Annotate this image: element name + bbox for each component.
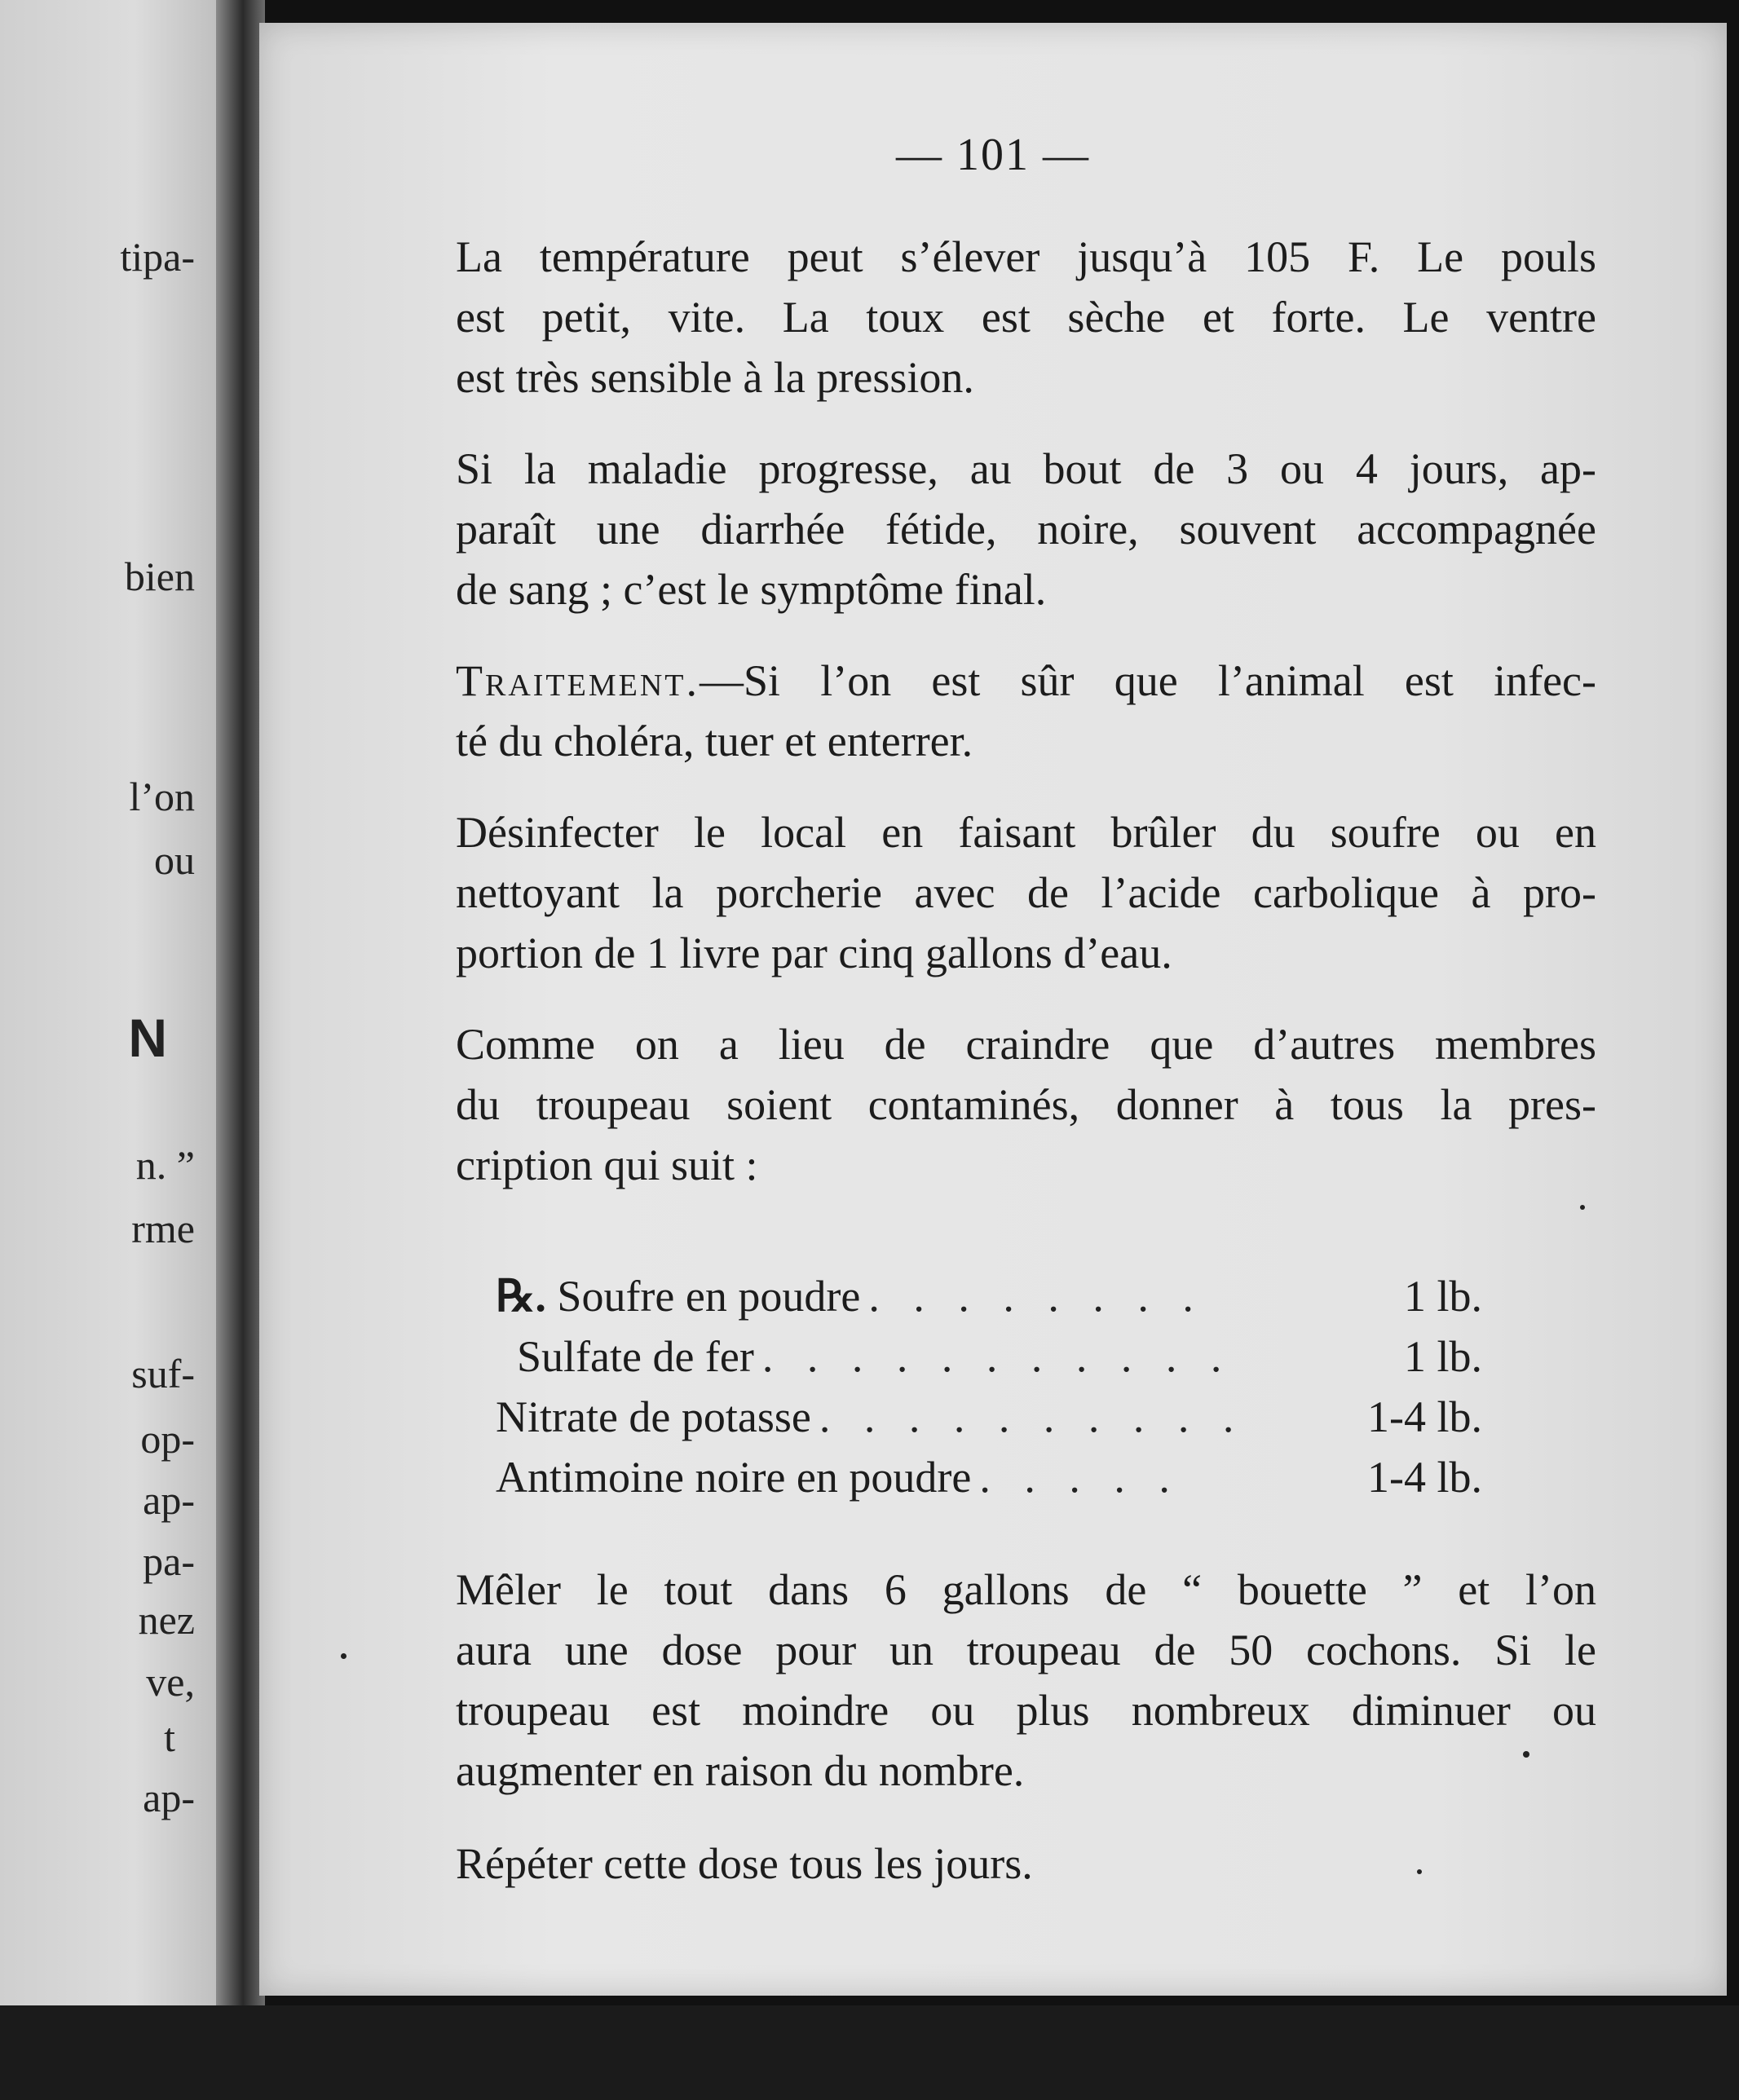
- page-number: — 101 —: [896, 130, 1090, 180]
- left-fragment: n. ”: [135, 1142, 195, 1188]
- text-line: portion de 1 livre par cinq gallons d’eau.: [456, 929, 1172, 977]
- left-fragment: op-: [140, 1416, 195, 1462]
- book-page: [259, 23, 1727, 1996]
- left-fragment: t: [164, 1714, 175, 1760]
- text-line: té du choléra, tuer et enterrer.: [456, 717, 973, 765]
- recipe-symbol: ℞.: [496, 1272, 546, 1321]
- scan-bottom-edge: [0, 2005, 1739, 2100]
- prescription-row: [496, 1326, 1482, 1387]
- item-quantity: 1-4 lb.: [1367, 1453, 1482, 1502]
- prescription-table: [496, 1266, 1482, 1507]
- text-line: cription qui suit :: [456, 1140, 758, 1189]
- scan-speck: [341, 1653, 346, 1659]
- text-line: Si la maladie progresse, au bout de 3 ou 4 jours, ap-: [456, 444, 1596, 493]
- item-name: Soufre en poudre: [557, 1272, 861, 1321]
- left-fragment: ou: [154, 837, 195, 883]
- left-fragment: ap-: [143, 1477, 195, 1523]
- scan-speck: [1417, 1869, 1422, 1874]
- item-quantity: 1 lb.: [1403, 1332, 1482, 1381]
- item-name: Antimoine noire en poudre: [496, 1453, 972, 1502]
- prescription-item: [496, 1266, 860, 1326]
- prescription-row: [496, 1387, 1482, 1447]
- item-name: Sulfate de fer: [517, 1332, 754, 1381]
- paragraph: [402, 802, 1596, 983]
- text-line: nettoyant la porcherie avec de l’acide carbolique à pro-: [456, 868, 1596, 917]
- left-fragment: rme: [131, 1206, 195, 1251]
- binding-gutter: [216, 0, 265, 2038]
- text-line: Comme on a lieu de craindre que d’autres membres: [456, 1020, 1596, 1069]
- text-line: La température peut s’élever jusqu’à 105 F. Le pouls: [456, 232, 1596, 281]
- left-fragment: ap-: [143, 1775, 195, 1820]
- scan-speck: [1523, 1751, 1529, 1758]
- paragraph: [402, 227, 1596, 408]
- text-line: de sang ; c’est le symptôme final.: [456, 565, 1047, 614]
- section-heading: Traitement.: [456, 656, 700, 705]
- text-line: paraît une diarrhée fétide, noire, souvent accompagnée: [456, 505, 1596, 554]
- body-text: [402, 227, 1596, 1195]
- text-line: est petit, vite. La toux est sèche et forte. Le ventre: [456, 293, 1596, 342]
- text-line: Mêler le tout dans 6 gallons de “ bouette ” et l’on: [456, 1565, 1596, 1614]
- paragraph: [402, 1014, 1596, 1195]
- leader-dots: . . . . . . . . . .: [819, 1392, 1246, 1441]
- leader-dots: . . . . . . . .: [868, 1272, 1205, 1321]
- scan-speck: [1580, 1205, 1585, 1210]
- leader-dots: . . . . .: [979, 1453, 1181, 1502]
- text-line: troupeau est moindre ou plus nombreux diminuer ou: [456, 1686, 1596, 1735]
- item-name: Nitrate de potasse: [496, 1392, 811, 1441]
- left-fragment: l’on: [129, 774, 195, 819]
- item-quantity: 1 lb.: [1403, 1272, 1482, 1321]
- left-fragment: bien: [124, 554, 195, 599]
- text-fragment: —Si l’on est sûr que l’animal est infec-: [700, 656, 1596, 705]
- text-line: Désinfecter le local en faisant brûler du soufre ou en: [456, 808, 1596, 857]
- text-line: [402, 651, 1596, 711]
- left-fragment: pa-: [143, 1538, 195, 1584]
- left-fragment-heading: N: [128, 1008, 167, 1068]
- prescription-row: [496, 1447, 1482, 1507]
- left-fragment: tipa-: [120, 234, 195, 280]
- body-text-after: [402, 1560, 1596, 1894]
- prescription-row: [496, 1266, 1482, 1326]
- text-line: aura une dose pour un troupeau de 50 cochons. Si le: [456, 1626, 1596, 1674]
- left-fragment: suf-: [131, 1351, 195, 1396]
- leader-dots: . . . . . . . . . . .: [761, 1332, 1234, 1381]
- left-facing-page: [0, 0, 224, 2038]
- text-line: du troupeau soient contaminés, donner à tous la pres-: [456, 1080, 1596, 1129]
- paragraph: [402, 651, 1596, 771]
- paragraph: [402, 1833, 1596, 1894]
- paragraph: [402, 1560, 1596, 1801]
- left-fragment: ve,: [146, 1659, 195, 1705]
- item-quantity: 1-4 lb.: [1367, 1392, 1482, 1441]
- left-fragment: nez: [138, 1597, 195, 1643]
- paragraph: [402, 439, 1596, 620]
- text-line: est très sensible à la pression.: [456, 353, 974, 402]
- text-line: augmenter en raison du nombre.: [456, 1746, 1025, 1795]
- text-line: Répéter cette dose tous les jours.: [456, 1839, 1033, 1888]
